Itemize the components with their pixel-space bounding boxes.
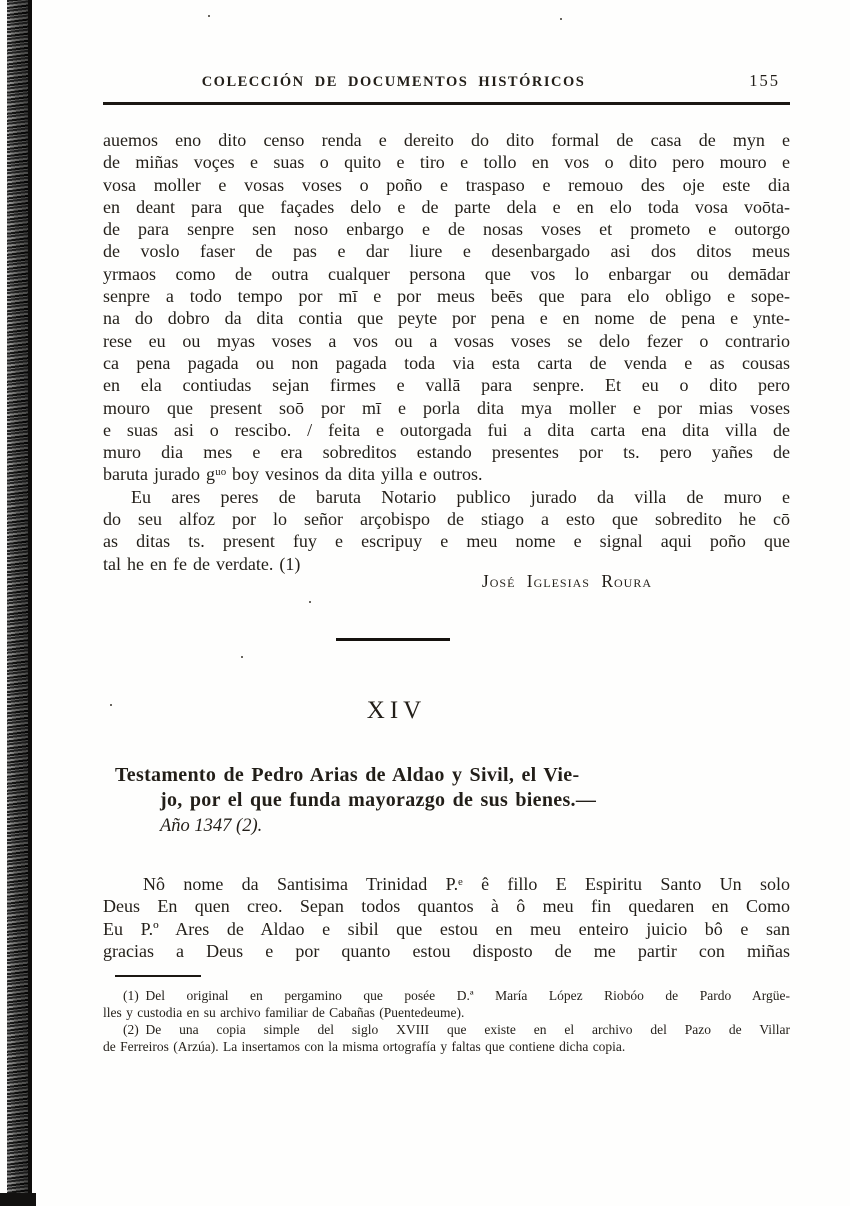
section-title-year: Año 1347 (2). [160, 815, 263, 836]
footnotes [103, 987, 790, 1055]
running-header [103, 71, 790, 94]
running-header-title: COLECCIÓN DE DOCUMENTOS HISTÓRICOS [201, 74, 586, 90]
text-line: de voslo faser de pas e dar liure e desenbargado asi dos ditos meus [103, 241, 790, 262]
text-line: de miñas voçes e suas o quito e tiro e tollo en vos o dito pero mouro e [103, 152, 790, 173]
text-line: Eu ares peres de baruta Notario publico jurado da villa de muro e [131, 486, 790, 507]
text-line: yrmaos como de outra cualquer persona que vos lo enbargar ou demādar [103, 263, 790, 284]
text-line: en deant para que façades delo e de parte dela e en elo toda vosa voōta- [103, 196, 790, 217]
text-line: do seu alfoz por lo señor arçobispo de stiago a esto que sobredito he cō [103, 509, 790, 530]
text-line: Testamento de Pedro Arias de Aldao y Sivil, el Vie- [115, 763, 580, 786]
book-gutter-bottom-blob [0, 1193, 36, 1206]
author-signature: José Iglesias Roura [481, 570, 652, 591]
footnote-separator-rule [115, 975, 201, 977]
footnote-1 [103, 987, 790, 1021]
text-line: tal he en fe de verdate. (1) [103, 553, 301, 574]
text-line: gracias a Deus e por quanto estou disposto de me partir con miñas [103, 940, 790, 961]
body-paragraph-3 [103, 873, 790, 962]
text-line: na do dobro da dita contia que peyte por pena e en nome de pena e ynte- [103, 308, 790, 329]
section-divider-rule [336, 638, 450, 641]
text-line: e suas asi o rescibo. / feita e outorgada fui a dita carta ena dita villa de [103, 419, 790, 440]
text-line: as ditas ts. present fuy e escripuy e meu nome e signal aqui poño que [103, 531, 790, 552]
text-line: Deus En quen creo. Sepan todos quantos à ô meu fin quedaren en Como [103, 896, 790, 917]
text-line: senpre a todo tempo por mī e por meus beēs que para elo obligo e sope- [103, 286, 790, 307]
body-paragraph-1 [103, 129, 790, 486]
text-line: en ela contiudas sejan firmes e vallā para senpre. Et eu o dito pero [103, 375, 790, 396]
text-line: (2) De una copia simple del siglo XVIII que existe en el archivo del Pazo de Villar [123, 1022, 790, 1038]
text-line: de para senpre sen noso enbargo e de nosas voses et prometo e outorgo [103, 219, 790, 240]
text-line: jo, por el que funda mayorazgo de sus bienes.— [160, 789, 597, 812]
book-gutter-edge-line [28, 0, 32, 1206]
text-line: Eu P.º Ares de Aldao e sibil que estou en meu enteiro juicio bô e san [103, 918, 790, 939]
header-rule [103, 102, 790, 105]
page-content [103, 0, 790, 1055]
text-line: rese eu ou myas voses a vos ou a vosas voses se delo fezer o contrario [103, 330, 790, 351]
text-line: vosa moller e vosas voses o poño e traspaso e remouo des oje este dia [103, 174, 790, 195]
text-line: de Ferreiros (Arzúa). La insertamos con la misma ortografía y faltas que contiene dicha copia. [103, 1039, 626, 1055]
section-title [103, 763, 790, 814]
text-line: baruta jurado gᵘᵒ boy vesinos da dita yilla e outros. [103, 464, 483, 485]
page-number: 155 [749, 71, 780, 90]
text-line: mouro que present soō por mī e porla dita mya moller e por mias voses [103, 397, 790, 418]
text-line: ca pena pagada ou non pagada toda via esta carta de venda e as cousas [103, 352, 790, 373]
text-line: muro dia mes e era sobreditos estando presentes por ts. pero yañes de [103, 442, 790, 463]
text-line: lles y custodia en su archivo familiar de Cabañas (Puentedeume). [103, 1005, 465, 1021]
section-number-heading: XIV [366, 696, 427, 724]
book-gutter-shadow [7, 0, 28, 1206]
text-line: (1) Del original en pergamino que posée D.ª María López Riobóo de Pardo Argüe- [123, 988, 790, 1004]
body-paragraph-2 [103, 486, 790, 575]
footnote-2 [103, 1021, 790, 1055]
text-line: auemos eno dito censo renda e dereito do dito formal de casa de myn e [103, 130, 790, 150]
text-line: Nô nome da Santisima Trinidad P.ᵉ ê fillo E Espiritu Santo Un solo [143, 873, 790, 894]
